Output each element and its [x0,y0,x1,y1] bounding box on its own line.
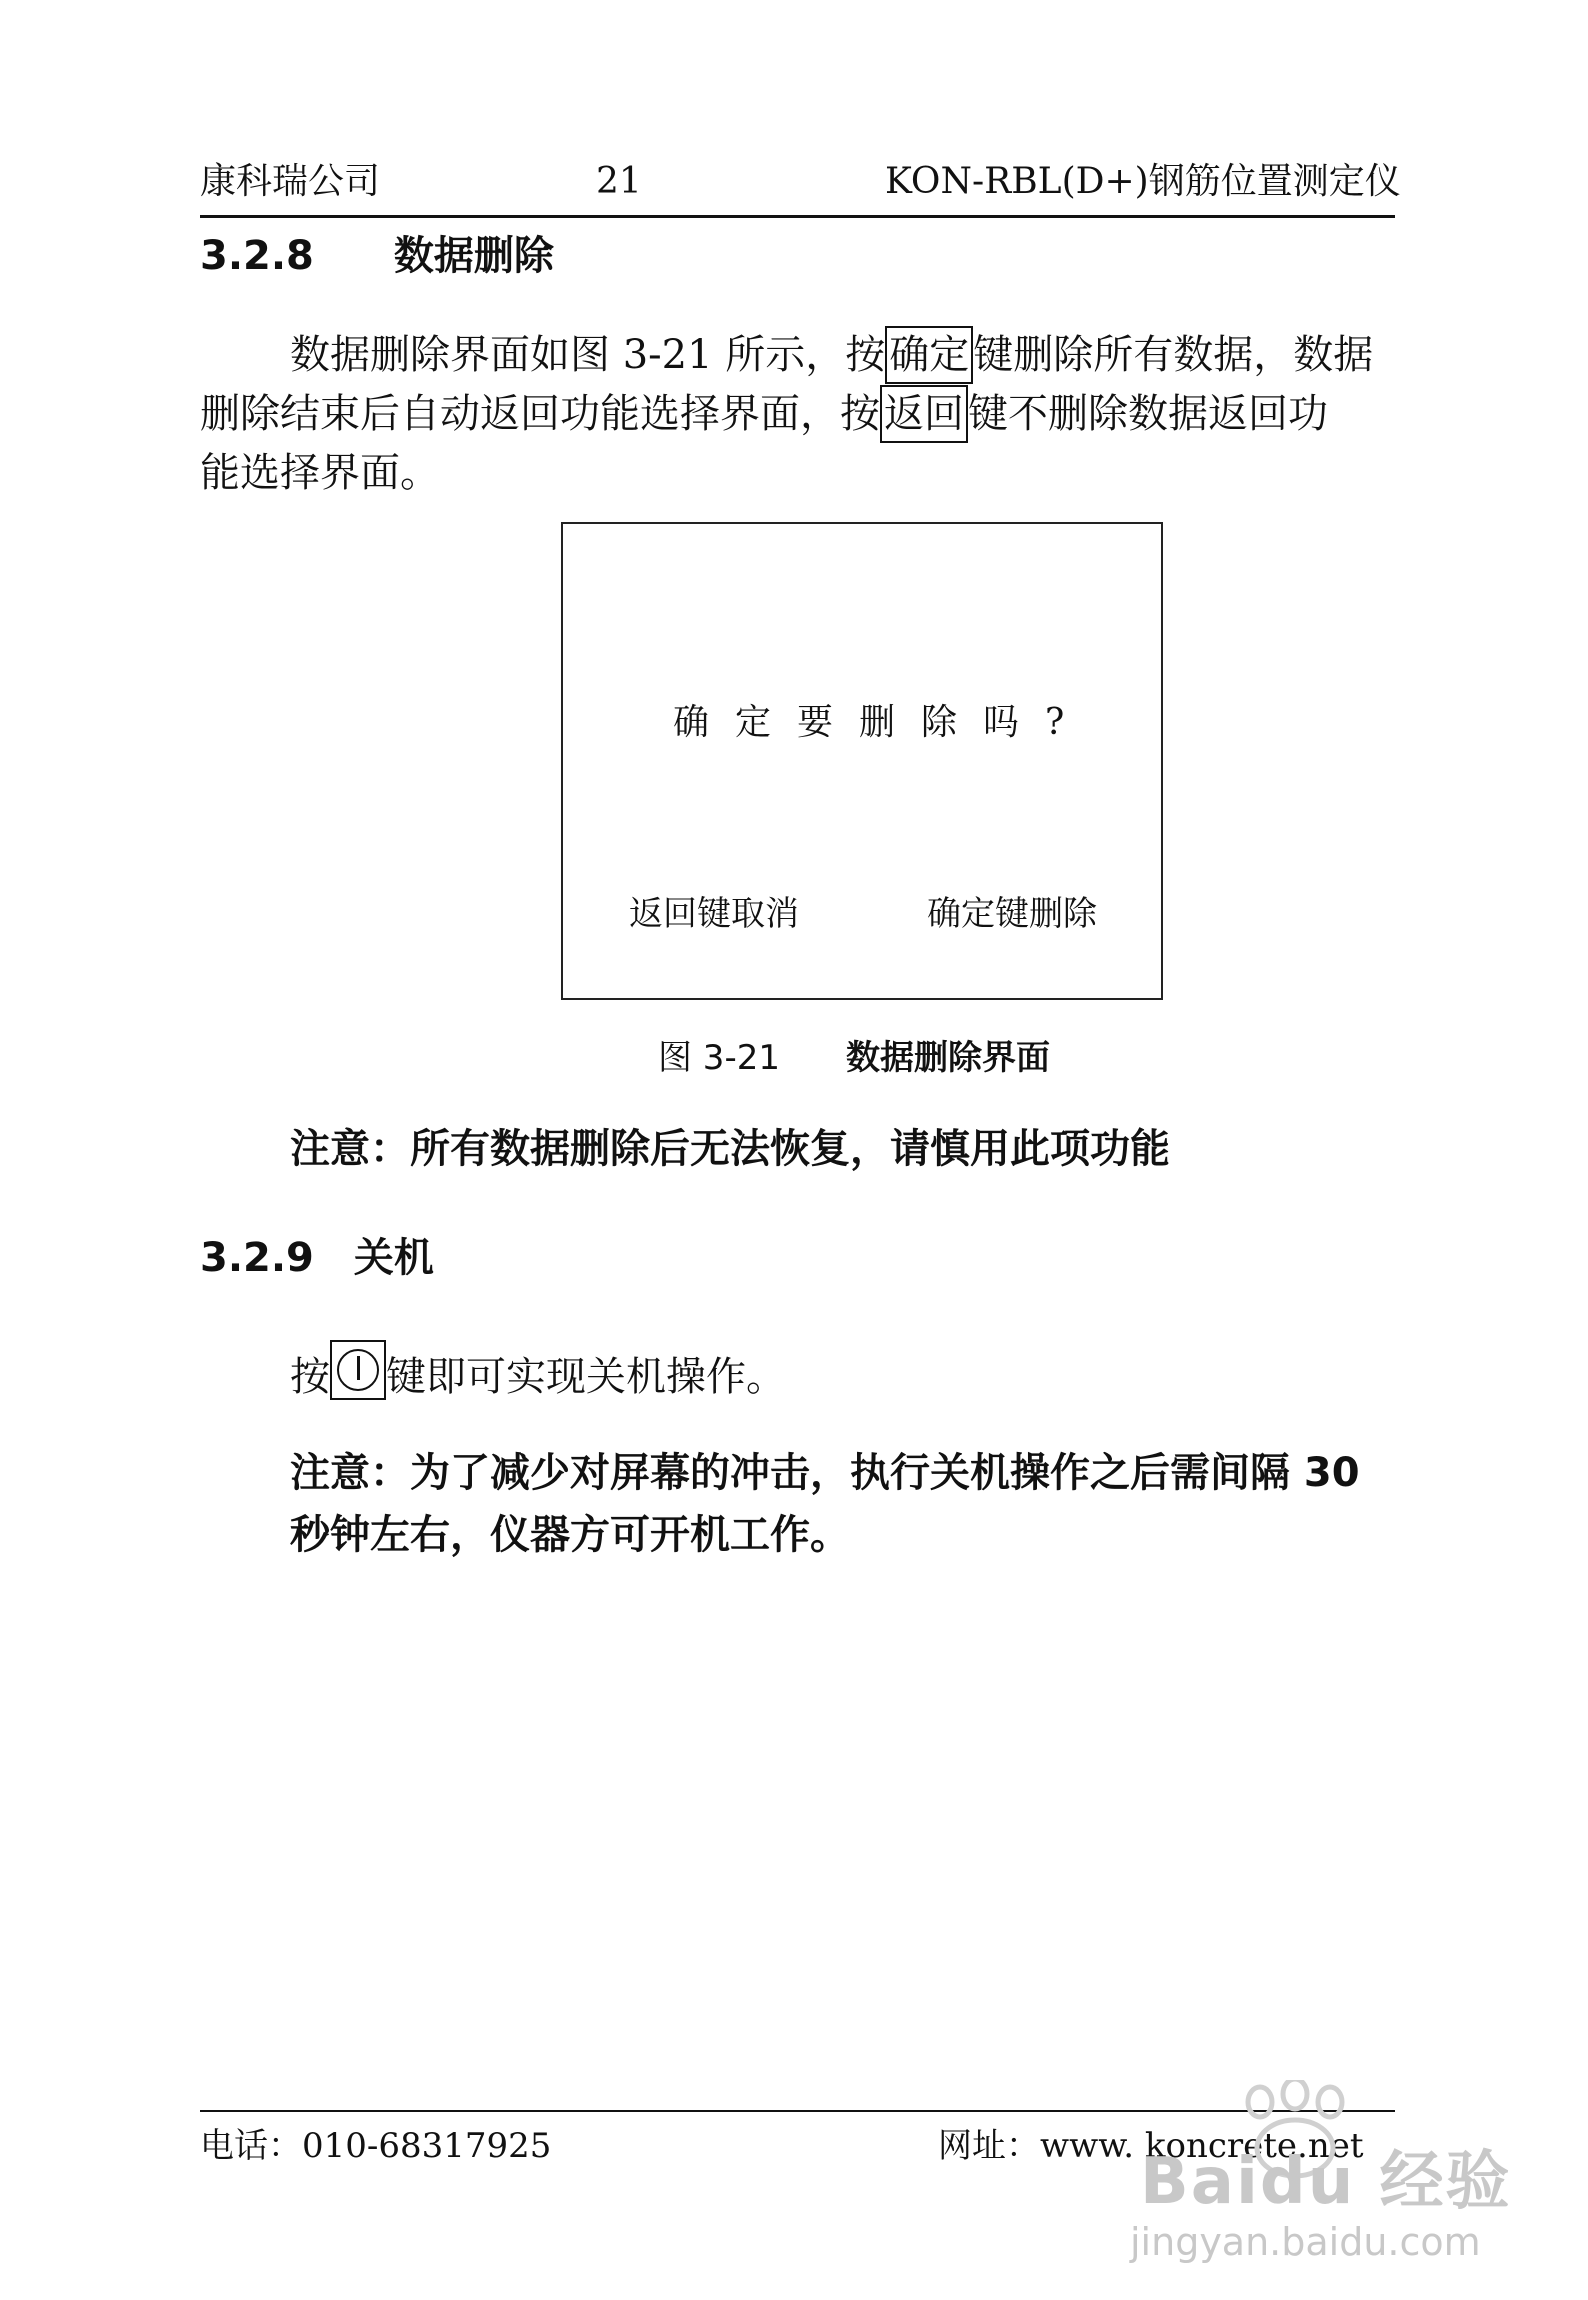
para-text: 按 [290,1354,330,1400]
footer-website: 网址：www. koncrete.net [938,2126,1364,2166]
para-text: 键删除所有数据，数据 [973,332,1374,378]
header-rule [200,215,1395,218]
note-shutdown-line-1: 注意：为了减少对屏幕的冲击，执行关机操作之后需间隔 30 [290,1450,1360,1496]
confirm-key-box: 确定 [885,326,973,384]
figure-caption: 数据删除界面 [846,1038,1050,1078]
para-text: 键即可实现关机操作。 [386,1354,786,1400]
header-company: 康科瑞公司 [200,161,381,202]
section-329-title: 3.2.9 关机 [200,1235,434,1281]
note-data-delete-warning: 注意：所有数据删除后无法恢复，请慎用此项功能 [290,1126,1170,1172]
power-icon [330,1340,386,1400]
section-329-line [290,1340,786,1408]
section-328-line-2 [200,383,1328,445]
back-key-box: 返回 [880,385,968,443]
section-328-title: 3.2.8 数据删除 [200,233,554,279]
delete-question: 确定要删除吗? [673,702,1091,743]
cancel-option: 返回键取消 [629,894,799,934]
para-text: 数据删除界面如图 3-21 所示，按 [290,332,886,378]
section-328-line-3: 能选择界面。 [200,450,440,496]
section-328-line-1 [290,324,1373,386]
delete-option: 确定键删除 [927,894,1097,934]
header-page-number: 21 [596,161,642,202]
delete-confirm-screen [561,522,1163,1000]
para-text: 删除结束后自动返回功能选择界面，按 [200,391,880,437]
header-product: KON-RBL(D+)钢筋位置测定仪 [885,161,1401,202]
footer-phone: 电话：010-68317925 [200,2126,552,2166]
note-shutdown-line-2: 秒钟左右，仪器方可开机工作。 [290,1512,850,1558]
watermark-brand: Baidu 经验 [1140,2145,1512,2219]
watermark-url: jingyan.baidu.com [1130,2220,1481,2264]
figure-label: 图 3-21 [658,1038,780,1078]
para-text: 键不删除数据返回功 [968,391,1328,437]
